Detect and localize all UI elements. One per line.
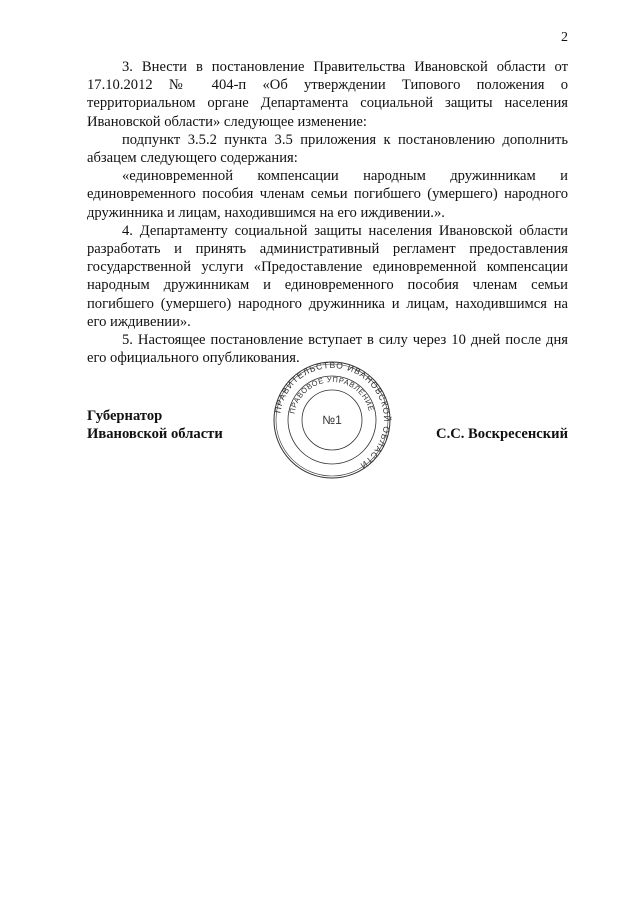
page-number: 2 bbox=[561, 30, 568, 45]
paragraph-quote: «единовременной компенсации народным дружинникам и единовременного пособия членам семьи погибшего (умершего) народного дружинника и лицам, находившимся на его иждивении.». bbox=[87, 168, 568, 221]
official-seal bbox=[272, 360, 392, 480]
paragraph-5: 5. Настоящее постановление вступает в силу через 10 дней после дня его официального опубликования. bbox=[87, 332, 568, 367]
seal-center-text: №1 bbox=[322, 413, 342, 427]
seal-outer-text: ПРАВИТЕЛЬСТВО ИВАНОВСКОЙ ОБЛАСТИ bbox=[272, 360, 392, 472]
paragraph-3: 3. Внести в постановление Правительства Ивановской области от 17.10.2012 № 404-п «Об утверждении Типового положения о территориальном органе Департамента социальной защиты населения Ивановской области» следующее изменение: bbox=[87, 59, 568, 130]
seal-inner-text: ПРАВОВОЕ УПРАВЛЕНИЕ bbox=[287, 374, 376, 415]
paragraph-4: 4. Департаменту социальной защиты населения Ивановской области разработать и принять административный регламент предоставления государственной услуги «Предоставление единовременной компенсации народным дружинникам и единовременного пособия членам семьи погибшего (умершего) народного дружинника и лицам, находившимся на его иждивении». bbox=[87, 222, 568, 330]
document-body bbox=[87, 58, 568, 367]
paragraph-subpoint: подпункт 3.5.2 пункта 3.5 приложения к постановлению дополнить абзацем следующего содержания: bbox=[87, 131, 568, 167]
signatory-title bbox=[87, 407, 223, 443]
signatory-title-line2: Ивановской области bbox=[87, 426, 223, 442]
signatory-title-line1: Губернатор bbox=[87, 408, 163, 424]
signatory-name: С.С. Воскресенский bbox=[436, 426, 568, 442]
